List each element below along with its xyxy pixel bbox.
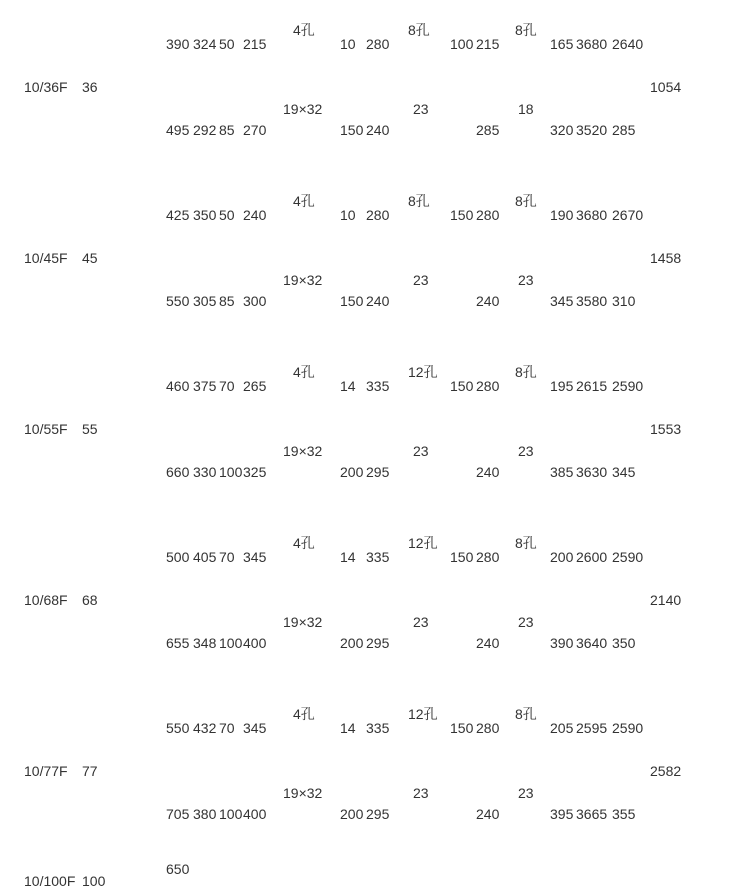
top-cell-c3: 50 [219,36,235,52]
bottom-cell-c9: 345 [550,293,574,309]
top-cell-c4: 215 [243,36,267,52]
top-cell-holes_b: 12孔 [408,706,438,722]
bottom-cell-c11: 310 [612,293,636,309]
top-cell-c6: 335 [366,378,390,394]
top-cell-c7: 150 [450,378,474,394]
top-cell-holes_a: 4孔 [293,535,315,551]
row-weight: 1553 [650,421,682,437]
top-cell-c10: 2595 [576,720,608,736]
top-cell-c6: 280 [366,207,390,223]
top-cell-c6: 280 [366,36,390,52]
bottom-cell-c6: 295 [366,806,390,822]
row-weight: 2582 [650,763,682,779]
bottom-cell-c8: 240 [476,464,500,480]
top-cell-c5: 10 [340,207,356,223]
mid-cell-b: 23 [413,272,429,288]
mid-cell-a: 19×32 [283,614,323,630]
row-capacity: 77 [82,763,98,779]
top-cell-holes_a: 4孔 [293,22,315,38]
top-cell-c2: 350 [193,207,217,223]
top-cell-c11: 2590 [612,378,644,394]
row-capacity: 100 [82,873,106,889]
top-cell-holes_a: 4孔 [293,193,315,209]
top-cell-holes_c: 8孔 [515,193,537,209]
row-weight: 1458 [650,250,682,266]
bottom-cell-c10: 3580 [576,293,608,309]
top-cell-c11: 2590 [612,549,644,565]
bottom-cell-c5: 150 [340,293,364,309]
row-capacity: 68 [82,592,98,608]
top-cell-c5: 14 [340,549,356,565]
top-cell-holes_b: 8孔 [408,193,430,209]
bottom-cell-c2: 348 [193,635,217,651]
bottom-cell-c4: 400 [243,635,267,651]
bottom-cell-c1: 660 [166,464,190,480]
mid-cell-a: 19×32 [283,443,323,459]
bottom-cell-c10: 3630 [576,464,608,480]
bottom-cell-c6: 295 [366,464,390,480]
top-cell-c11: 2670 [612,207,644,223]
bottom-cell-c5: 200 [340,635,364,651]
top-cell-c7: 150 [450,207,474,223]
bottom-cell-c3: 100 [219,635,243,651]
bottom-cell-c5: 200 [340,464,364,480]
mid-cell-c: 23 [518,614,534,630]
top-cell-holes_c: 8孔 [515,706,537,722]
bottom-cell-c8: 240 [476,635,500,651]
top-cell-c6: 335 [366,549,390,565]
top-cell-c8: 280 [476,549,500,565]
last-row-value: 650 [166,861,190,877]
top-cell-c1: 460 [166,378,190,394]
mid-cell-b: 23 [413,101,429,117]
top-cell-c9: 200 [550,549,574,565]
top-cell-c1: 390 [166,36,190,52]
bottom-cell-c2: 380 [193,806,217,822]
top-cell-c5: 14 [340,378,356,394]
top-cell-holes_b: 12孔 [408,364,438,380]
bottom-cell-c9: 390 [550,635,574,651]
top-cell-c4: 345 [243,549,267,565]
top-cell-c10: 3680 [576,36,608,52]
top-cell-c11: 2640 [612,36,644,52]
bottom-cell-c3: 85 [219,293,235,309]
top-cell-holes_c: 8孔 [515,535,537,551]
bottom-cell-c11: 345 [612,464,636,480]
bottom-cell-c8: 240 [476,806,500,822]
top-cell-c5: 10 [340,36,356,52]
mid-cell-b: 23 [413,614,429,630]
top-cell-c8: 215 [476,36,500,52]
top-cell-holes_c: 8孔 [515,22,537,38]
mid-cell-c: 18 [518,101,534,117]
top-cell-c6: 335 [366,720,390,736]
top-cell-c8: 280 [476,378,500,394]
mid-cell-a: 19×32 [283,785,323,801]
bottom-cell-c5: 150 [340,122,364,138]
bottom-cell-c6: 295 [366,635,390,651]
row-model: 10/55F [24,421,68,437]
top-cell-c3: 70 [219,378,235,394]
row-capacity: 55 [82,421,98,437]
top-cell-c9: 205 [550,720,574,736]
bottom-cell-c11: 350 [612,635,636,651]
row-model: 10/36F [24,79,68,95]
row-capacity: 45 [82,250,98,266]
top-cell-c2: 324 [193,36,217,52]
top-cell-holes_a: 4孔 [293,364,315,380]
bottom-cell-c6: 240 [366,122,390,138]
bottom-cell-c2: 292 [193,122,217,138]
bottom-cell-c5: 200 [340,806,364,822]
top-cell-c7: 100 [450,36,474,52]
bottom-cell-c1: 495 [166,122,190,138]
top-cell-c8: 280 [476,720,500,736]
top-cell-c1: 550 [166,720,190,736]
top-cell-c4: 345 [243,720,267,736]
row-model: 10/68F [24,592,68,608]
bottom-cell-c9: 395 [550,806,574,822]
bottom-cell-c9: 385 [550,464,574,480]
bottom-cell-c3: 85 [219,122,235,138]
bottom-cell-c1: 550 [166,293,190,309]
bottom-cell-c9: 320 [550,122,574,138]
bottom-cell-c6: 240 [366,293,390,309]
bottom-cell-c1: 655 [166,635,190,651]
top-cell-c2: 405 [193,549,217,565]
top-cell-c10: 3680 [576,207,608,223]
top-cell-c1: 425 [166,207,190,223]
bottom-cell-c11: 285 [612,122,636,138]
top-cell-c7: 150 [450,720,474,736]
top-cell-c4: 240 [243,207,267,223]
top-cell-c9: 195 [550,378,574,394]
bottom-cell-c4: 400 [243,806,267,822]
row-weight: 1054 [650,79,682,95]
mid-cell-b: 23 [413,785,429,801]
top-cell-c10: 2600 [576,549,608,565]
top-cell-c5: 14 [340,720,356,736]
top-cell-c9: 190 [550,207,574,223]
bottom-cell-c4: 270 [243,122,267,138]
bottom-cell-c10: 3640 [576,635,608,651]
bottom-cell-c11: 355 [612,806,636,822]
mid-cell-c: 23 [518,443,534,459]
mid-cell-c: 23 [518,272,534,288]
top-cell-holes_c: 8孔 [515,364,537,380]
bottom-cell-c3: 100 [219,464,243,480]
mid-cell-a: 19×32 [283,101,323,117]
row-model: 10/77F [24,763,68,779]
bottom-cell-c10: 3520 [576,122,608,138]
row-model: 10/100F [24,873,76,889]
bottom-cell-c2: 305 [193,293,217,309]
top-cell-c11: 2590 [612,720,644,736]
top-cell-holes_b: 12孔 [408,535,438,551]
top-cell-holes_a: 4孔 [293,706,315,722]
mid-cell-c: 23 [518,785,534,801]
mid-cell-a: 19×32 [283,272,323,288]
mid-cell-b: 23 [413,443,429,459]
top-cell-c3: 70 [219,720,235,736]
bottom-cell-c8: 285 [476,122,500,138]
row-capacity: 36 [82,79,98,95]
top-cell-c1: 500 [166,549,190,565]
top-cell-c3: 70 [219,549,235,565]
top-cell-c2: 375 [193,378,217,394]
bottom-cell-c4: 325 [243,464,267,480]
row-weight: 2140 [650,592,682,608]
bottom-cell-c10: 3665 [576,806,608,822]
bottom-cell-c8: 240 [476,293,500,309]
bottom-cell-c4: 300 [243,293,267,309]
bottom-cell-c2: 330 [193,464,217,480]
top-cell-holes_b: 8孔 [408,22,430,38]
top-cell-c9: 165 [550,36,574,52]
top-cell-c3: 50 [219,207,235,223]
top-cell-c8: 280 [476,207,500,223]
top-cell-c4: 265 [243,378,267,394]
top-cell-c7: 150 [450,549,474,565]
row-model: 10/45F [24,250,68,266]
top-cell-c10: 2615 [576,378,608,394]
top-cell-c2: 432 [193,720,217,736]
bottom-cell-c1: 705 [166,806,190,822]
bottom-cell-c3: 100 [219,806,243,822]
